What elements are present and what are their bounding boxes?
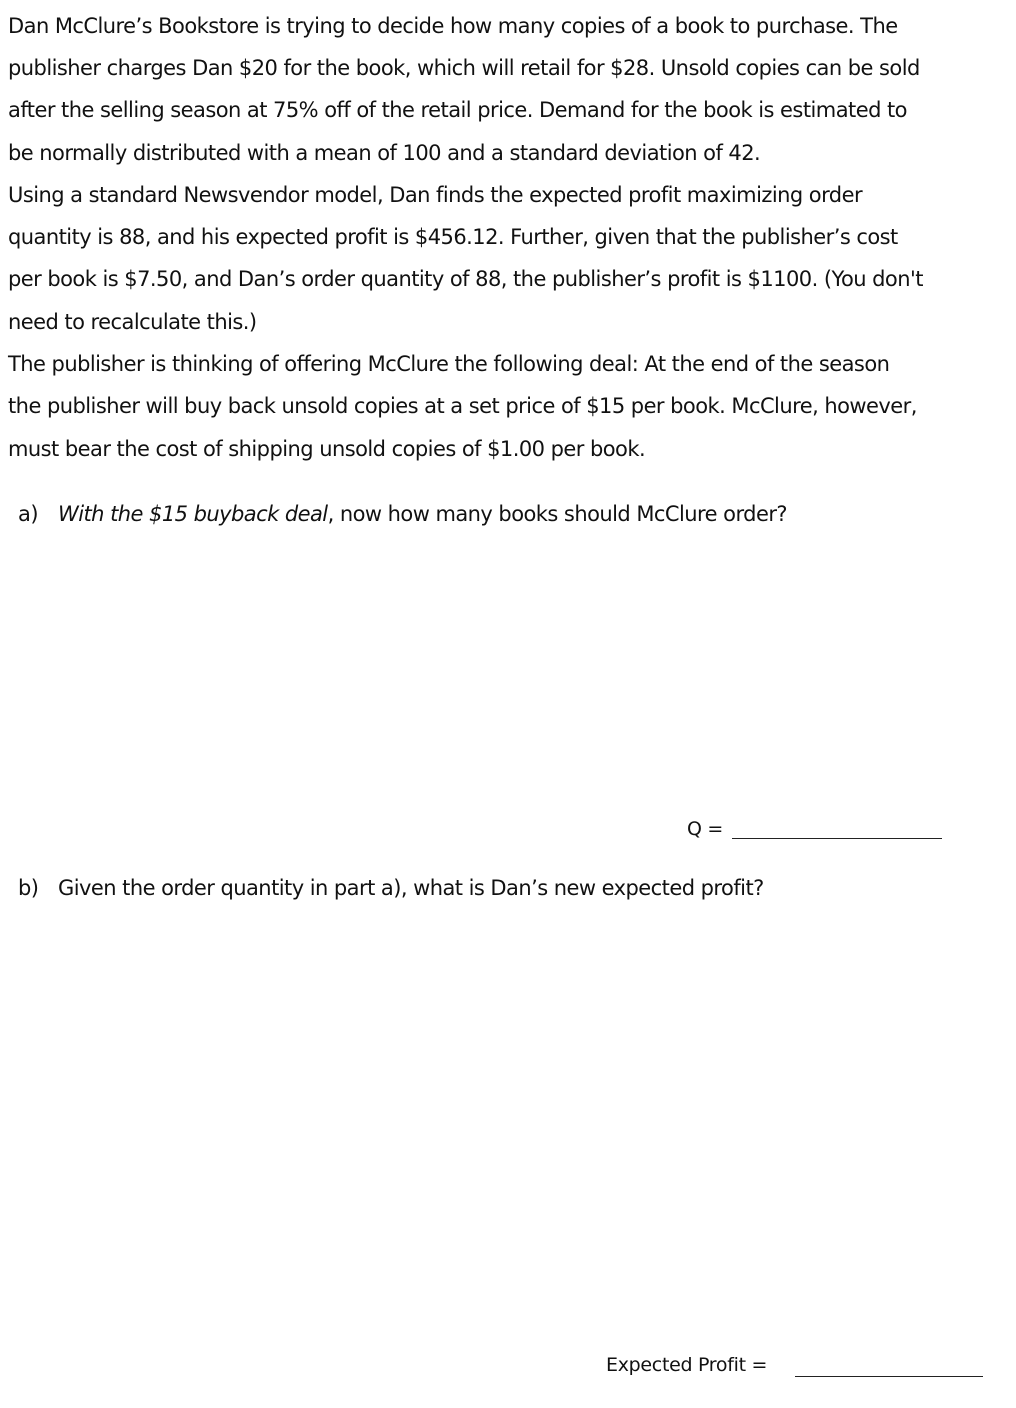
part-a-question-italic: With the $15 buyback deal: [58, 502, 328, 526]
part-b-question-text: Given the order quantity in part a), what is Dan’s new expected profit?: [58, 876, 764, 900]
intro-line: be normally distributed with a mean of 100 and a standard deviation of 42.: [8, 141, 761, 165]
q-answer-label: Q =: [687, 818, 724, 840]
intro-line: need to recalculate this.): [8, 310, 257, 334]
part-b-question: [18, 878, 764, 899]
part-a-question-rest: , now how many books should McClure order?: [327, 502, 788, 526]
intro-line: The publisher is thinking of offering McClure the following deal: At the end of the season: [8, 352, 890, 376]
part-b-marker: b): [18, 876, 39, 900]
part-a-question: [18, 504, 787, 525]
part-a-marker: a): [18, 502, 38, 526]
q-answer-blank[interactable]: [732, 838, 942, 839]
intro-line: Dan McClure’s Bookstore is trying to decide how many copies of a book to purchase. The: [8, 14, 898, 38]
intro-line: per book is $7.50, and Dan’s order quantity of 88, the publisher’s profit is $1100. (You don't: [8, 267, 923, 291]
intro-line: Using a standard Newsvendor model, Dan finds the expected profit maximizing order: [8, 183, 863, 207]
intro-line: quantity is 88, and his expected profit is $456.12. Further, given that the publisher’s cost: [8, 225, 898, 249]
expected-profit-blank[interactable]: [795, 1376, 983, 1377]
intro-line: publisher charges Dan $20 for the book, which will retail for $28. Unsold copies can be sold: [8, 56, 920, 80]
intro-line: must bear the cost of shipping unsold copies of $1.00 per book.: [8, 437, 646, 461]
intro-line: after the selling season at 75% off of the retail price. Demand for the book is estimated to: [8, 98, 907, 122]
intro-line: the publisher will buy back unsold copies at a set price of $15 per book. McClure, however,: [8, 394, 917, 418]
expected-profit-label: Expected Profit =: [606, 1354, 768, 1376]
